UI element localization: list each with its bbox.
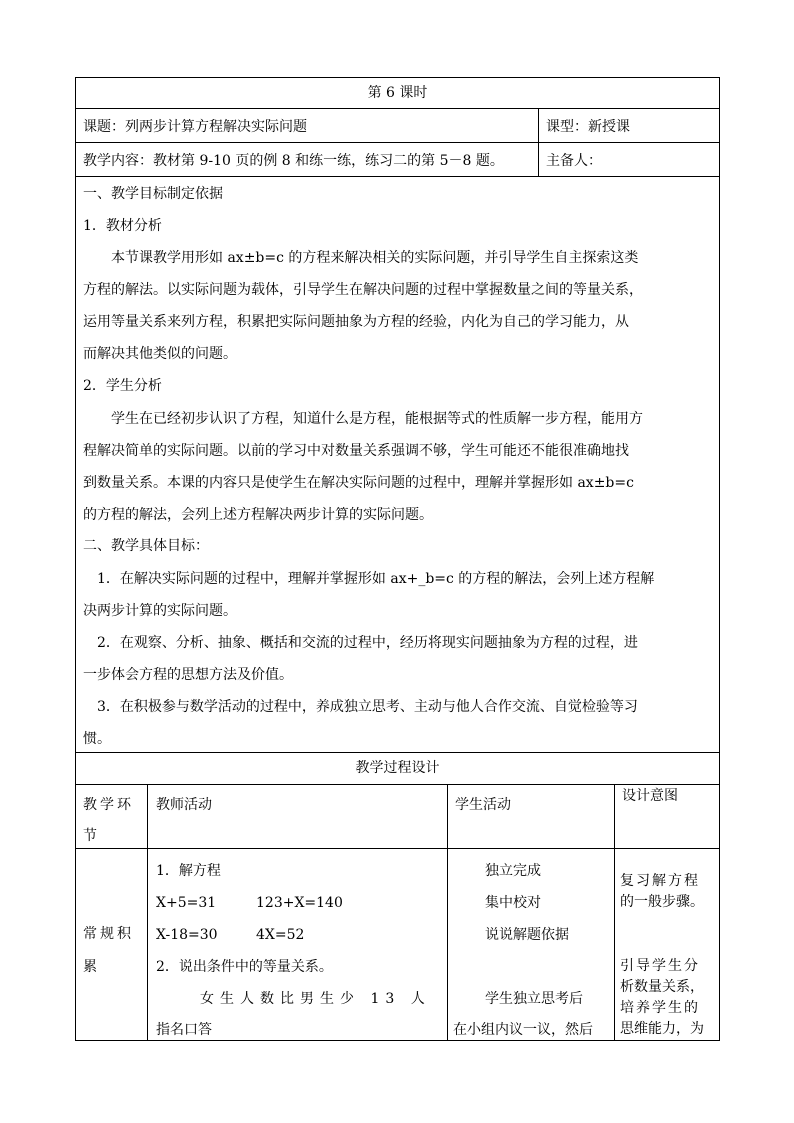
student-header: 学生活动 [455,797,511,813]
section-heading: 一、教学目标制定依据 [83,186,223,202]
paragraph-line: 1．在解决实际问题的过程中，理解并掌握形如 ax+_b=c 的方程的解法，会列上述方程解 [97,571,655,587]
equation: 4X=52 [256,927,305,943]
column-divider [147,784,148,1041]
paragraph-line: 到数量关系。本课的内容只是使学生在解决实际问题的过程中，理解并掌握形如 ax±b=c [83,475,634,491]
paragraph-line: 决两步计算的实际问题。 [83,603,237,619]
student-activity: 说说解题依据 [485,927,569,943]
section-heading: 二、教学具体目标： [83,538,209,554]
equation: X-18=30 [156,927,218,943]
design-intent: 引导学生分 [620,958,700,974]
stage-header: 教学环 [83,797,134,813]
material-analysis [83,242,715,370]
design-intent: 培养学生的 [620,1000,700,1016]
student-analysis [83,403,715,531]
column-divider [447,784,448,1041]
design-intent: 析数量关系， [620,979,704,995]
design-intent: 的一般步骤。 [620,894,704,910]
specific-goals [83,563,715,755]
paragraph-line: 惯。 [83,731,111,747]
paragraph-line: 2．在观察、分析、抽象、概括和交流的过程中，经历将现实问题抽象为方程的过程，进 [97,635,638,651]
row-divider [75,176,720,177]
subsection-heading: 1．教材分析 [83,218,162,234]
paragraph-line: 的方程的解法，会列上述方程解决两步计算的实际问题。 [83,507,433,523]
paragraph-line: 本节课教学用形如 ax±b=c 的方程来解决相关的实际问题，并引导学生自主探索这类 [111,250,639,266]
paragraph-line: 而解决其他类似的问题。 [83,346,237,362]
topic: 课题：列两步计算方程解决实际问题 [83,119,307,135]
process-title: 教学过程设计 [355,760,440,776]
equation: 123+X=140 [256,895,343,911]
teacher-activity: 女生人数比男生少 13 人 [200,991,431,1007]
teacher-activity: 1．解方程 [156,863,221,879]
student-activity: 集中校对 [485,895,541,911]
paragraph-line: 运用等量关系来列方程，积累把实际问题抽象为方程的经验，内化为自己的学习能力，从 [83,314,629,330]
intent-header: 设计意图 [622,788,678,804]
teacher-header: 教师活动 [156,797,212,813]
student-activity: 独立完成 [485,863,541,879]
design-intent: 复习解方程 [620,873,700,889]
paragraph-line: 程解决简单的实际问题。以前的学习中对数量关系强调不够，学生可能还不能很准确地找 [83,443,629,459]
teacher-activity: 指名口答 [156,1022,212,1038]
preparer: 主备人： [546,153,602,169]
teaching-content: 教学内容：教材第 9-10 页的例 8 和练一练，练习二的第 5－8 题。 [83,153,504,169]
paragraph-line: 3．在积极参与数学活动的过程中，养成独立思考、主动与他人合作交流、自觉检验等习 [97,699,638,715]
column-divider [614,784,615,1041]
stage-label: 累 [83,959,97,975]
teacher-activity: 2．说出条件中的等量关系。 [156,959,333,975]
student-activity: 在小组内议一议，然后 [453,1022,593,1038]
row-divider [75,108,720,109]
stage-label: 常规积 [83,926,134,942]
student-activity: 学生独立思考后 [485,991,583,1007]
equation: X+5=31 [156,895,217,911]
paragraph-line: 一步体会方程的思想方法及价值。 [83,667,293,683]
column-divider [538,108,539,176]
paragraph-line: 方程的解法。以实际问题为载体，引导学生在解决问题的过程中掌握数量之间的等量关系， [83,282,643,298]
lesson-type: 课型：新授课 [546,119,630,135]
stage-header: 节 [83,828,97,844]
subsection-heading: 2．学生分析 [83,378,162,394]
design-intent: 思维能力，为 [620,1021,704,1037]
row-divider [75,142,720,143]
lesson-number: 第 6 课时 [367,85,428,101]
paragraph-line: 学生在已经初步认识了方程，知道什么是方程，能根据等式的性质解一步方程，能用方 [111,411,643,427]
row-divider [75,848,720,849]
row-divider [75,784,720,785]
